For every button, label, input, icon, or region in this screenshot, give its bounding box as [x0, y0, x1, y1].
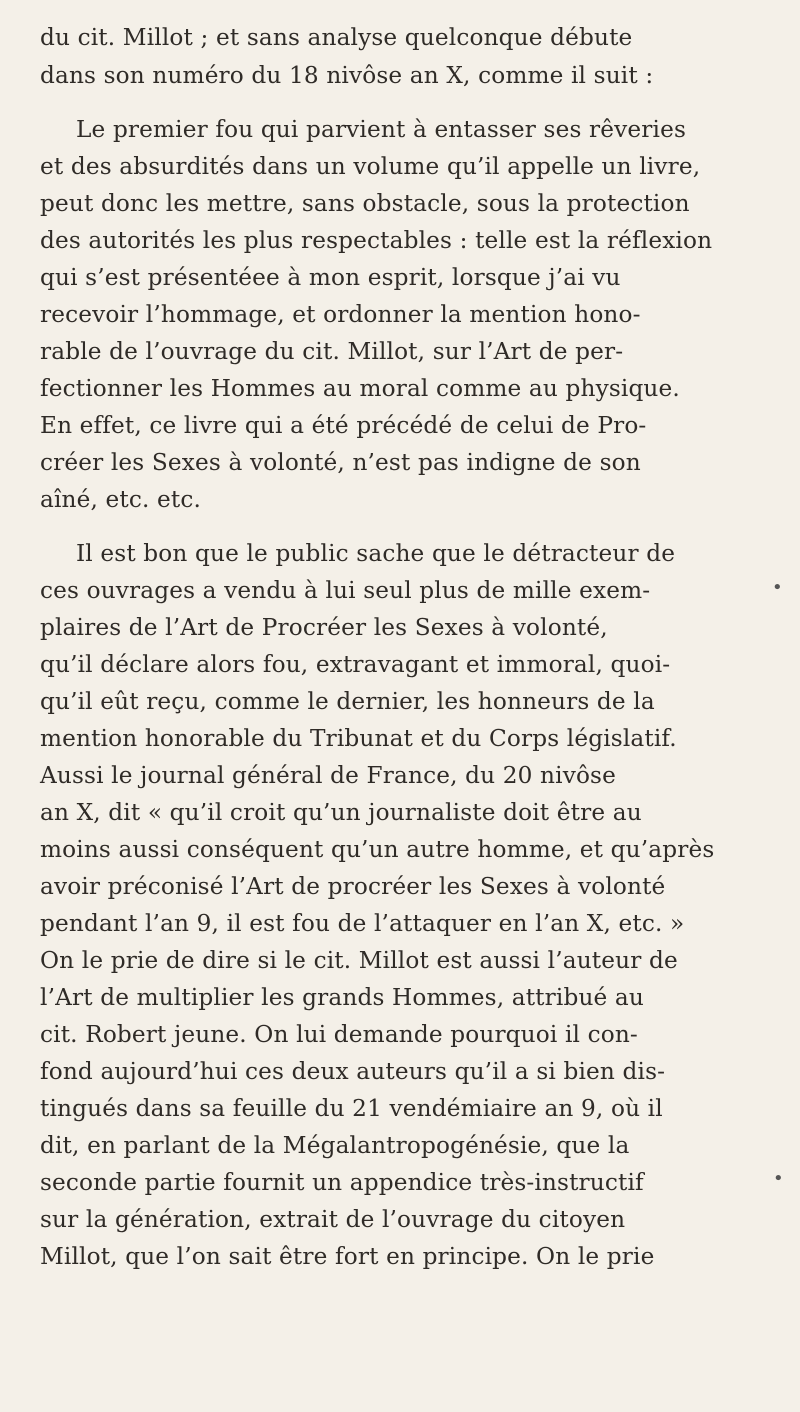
text-line: dit, en parlant de la Mégalantropogénésie, que la	[40, 1132, 630, 1159]
margin-dot-mark: •	[772, 577, 783, 598]
text-line: peut donc les mettre, sans obstacle, sous la protection	[40, 190, 690, 217]
text-line: dans son numéro du 18 nivôse an X, comme il suit :	[40, 62, 654, 89]
text-line: aîné, etc. etc.	[40, 486, 202, 513]
text-line: qu’il déclare alors fou, extravagant et immoral, quoi-	[40, 651, 671, 678]
text-line: Le premier fou qui parvient à entasser ses rêveries	[76, 116, 687, 143]
text-line: pendant l’an 9, il est fou de l’attaquer en l’an X, etc. »	[40, 910, 685, 937]
text-line: sur la génération, extrait de l’ouvrage du citoyen	[40, 1206, 626, 1233]
text-line: Il est bon que le public sache que le détracteur de	[76, 540, 676, 567]
text-line: ces ouvrages a vendu à lui seul plus de mille exem-	[40, 577, 651, 604]
text-line: En effet, ce livre qui a été précédé de celui de Pro-	[40, 412, 647, 439]
text-line: Millot, que l’on sait être fort en principe. On le prie	[40, 1243, 655, 1270]
text-line: du cit. Millot ; et sans analyse quelconque débute	[40, 24, 633, 51]
text-line: Aussi le journal général de France, du 20 nivôse	[40, 762, 616, 789]
text-line: recevoir l’hommage, et ordonner la mention hono-	[40, 301, 641, 328]
text-line: plaires de l’Art de Procréer les Sexes à volonté,	[40, 614, 608, 641]
text-line: créer les Sexes à volonté, n’est pas indigne de son	[40, 449, 641, 476]
text-line: an X, dit « qu’il croit qu’un journaliste doit être au	[40, 799, 642, 826]
text-line: rable de l’ouvrage du cit. Millot, sur l’Art de per-	[40, 338, 624, 365]
text-line: moins aussi conséquent qu’un autre homme, et qu’après	[40, 836, 715, 863]
text-line: avoir préconisé l’Art de procréer les Sexes à volonté	[40, 873, 666, 900]
text-line: des autorités les plus respectables : telle est la réflexion	[40, 227, 713, 254]
text-line: On le prie de dire si le cit. Millot est aussi l’auteur de	[40, 947, 678, 974]
text-line: qu’il eût reçu, comme le dernier, les honneurs de la	[40, 688, 655, 715]
text-line: qui s’est présentéee à mon esprit, lorsque j’ai vu	[40, 264, 621, 291]
text-line: fectionner les Hommes au moral comme au physique.	[40, 375, 680, 402]
text-line: tingués dans sa feuille du 21 vendémiaire an 9, où il	[40, 1095, 663, 1122]
text-line: et des absurdités dans un volume qu’il appelle un livre,	[40, 153, 701, 180]
margin-dot-mark: •	[773, 1168, 784, 1189]
text-line: fond aujourd’hui ces deux auteurs qu’il a si bien dis-	[40, 1058, 666, 1085]
text-line: mention honorable du Tribunat et du Corps législatif.	[40, 725, 677, 752]
text-line: seconde partie fournit un appendice très-instructif	[40, 1169, 644, 1196]
text-line: l’Art de multiplier les grands Hommes, attribué au	[40, 984, 644, 1011]
text-line: cit. Robert jeune. On lui demande pourquoi il con-	[40, 1021, 638, 1048]
